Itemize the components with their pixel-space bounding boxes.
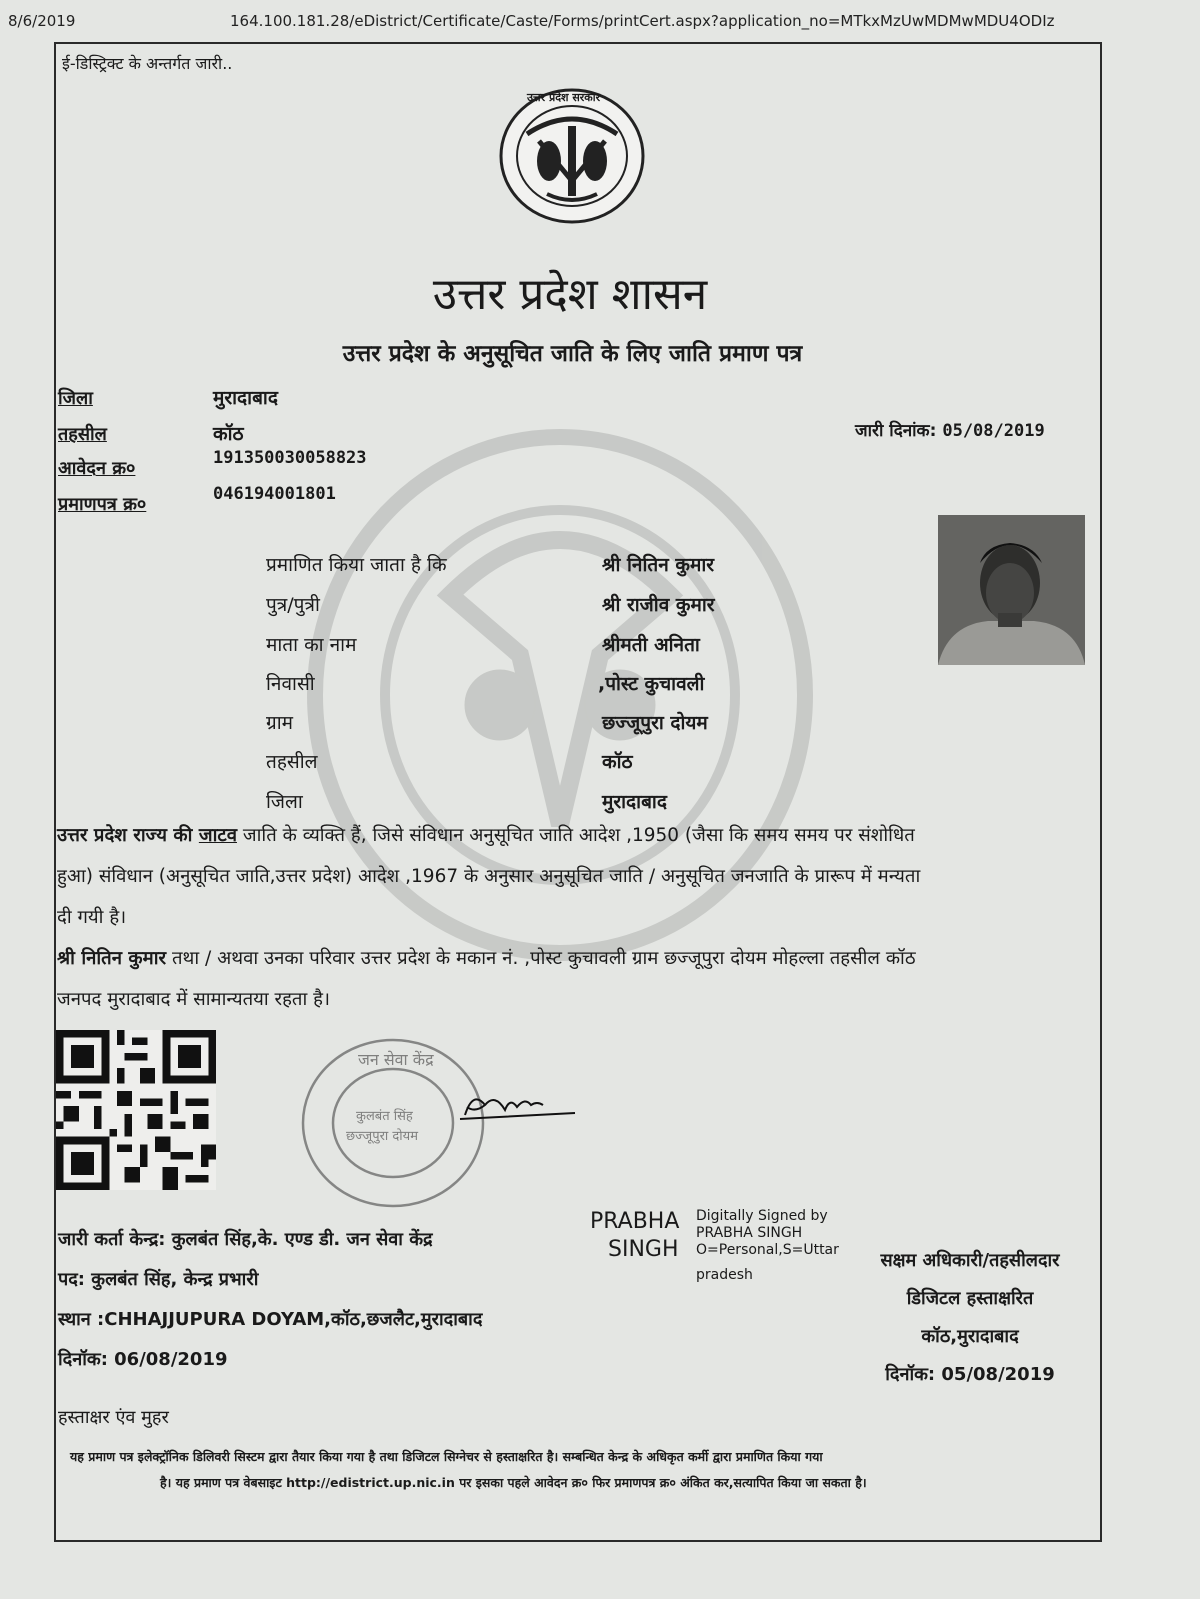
issuer-block xyxy=(58,1220,482,1380)
authority-digital: डिजिटल हस्ताक्षरित xyxy=(906,1288,1034,1309)
body-line xyxy=(57,938,920,979)
detail-value: ,पोस्ट कुचावली xyxy=(598,673,705,695)
digital-signature-details xyxy=(696,1208,839,1284)
signer-full-name: PRABHA SINGH xyxy=(696,1225,803,1241)
signature-seal-label: हस्ताक्षर एंव मुहर xyxy=(58,1407,169,1428)
applicant-photo xyxy=(938,515,1085,665)
detail-label: निवासी xyxy=(266,673,315,695)
detail-label: प्रमाणित किया जाता है कि xyxy=(266,554,447,576)
tehsil-label: तहसील xyxy=(58,424,107,445)
caste-name: जाटव xyxy=(198,825,237,846)
application-number-label: आवेदन क्र० xyxy=(58,458,136,479)
authority-place: कॉठ,मुरादाबाद xyxy=(921,1326,1019,1347)
stamp-inner-text: कुलबंत सिंह xyxy=(356,1109,413,1124)
certificate-number-label: प्रमाणपत्र क्र० xyxy=(58,494,147,515)
detail-value: श्री राजीव कुमार xyxy=(602,594,715,616)
print-date: 8/6/2019 xyxy=(8,12,76,30)
detail-value: छज्जूपुरा दोयम xyxy=(602,712,708,734)
detail-label: माता का नाम xyxy=(266,634,357,656)
signer-last-name: SINGH xyxy=(608,1237,679,1262)
authority-block xyxy=(840,1242,1100,1394)
body-text: तथा / अथवा उनका परिवार उत्तर प्रदेश के मकान नं. ,पोस्ट कुचावली ग्राम छज्जूपुरा दोयम मोहल्ला तहसील कॉठ xyxy=(166,948,916,969)
application-number: 191350030058823 xyxy=(213,448,367,468)
detail-label: तहसील xyxy=(266,751,318,773)
print-url: 164.100.181.28/eDistrict/Certificate/Caste/Forms/printCert.aspx?application_no=MTkxMzUwMDMwMDU4ODIz xyxy=(230,12,1055,30)
detail-value: कॉठ xyxy=(602,751,633,773)
digital-signature-name xyxy=(590,1208,679,1264)
body-text: जाति के व्यक्ति हैं, जिसे संविधान अनुसूचित जाति आदेश ,1950 (जैसा कि समय समय पर संशोधित xyxy=(237,825,915,846)
detail-value: मुरादाबाद xyxy=(602,791,667,813)
signer-first-name: PRABHA xyxy=(590,1209,680,1234)
district-label: जिला xyxy=(58,388,93,409)
detail-label: जिला xyxy=(266,791,303,813)
stamp-outer-text: जन सेवा केंद्र xyxy=(358,1050,434,1069)
body-line: दी गयी है। xyxy=(57,907,127,928)
resident-name: श्री नितिन कुमार xyxy=(57,948,167,969)
body-text: उत्तर प्रदेश राज्य की xyxy=(57,825,199,846)
body-line xyxy=(57,815,920,856)
government-heading: उत्तर प्रदेश शासन xyxy=(432,269,708,320)
issuer-place: स्थान :CHHAJJUPURA DOYAM,कॉठ,छजलैट,मुरादाबाद xyxy=(58,1309,483,1330)
detail-value: श्री नितिन कुमार xyxy=(602,554,715,576)
tehsil-value: कॉठ xyxy=(213,423,244,445)
district-value: मुरादाबाद xyxy=(213,387,278,409)
issuer-post: पद: कुलबंत सिंह, केन्द्र प्रभारी xyxy=(58,1269,259,1290)
detail-label: पुत्र/पुत्री xyxy=(266,594,320,616)
body-line: हुआ) संविधान (अनुसूचित जाति,उत्तर प्रदेश) आदेश ,1967 के अनुसार अनुसूचित जाति / अनुसूचित जनजाति के प्रारूप में मन्यता xyxy=(57,866,921,887)
issued-under-text: ई-डिस्ट्रिक्ट के अन्तर्गत जारी.. xyxy=(62,54,233,73)
issuer-date: दिनॉक: 06/08/2019 xyxy=(58,1349,228,1370)
authority-date: दिनॉक: 05/08/2019 xyxy=(885,1364,1055,1385)
issue-date xyxy=(855,418,1045,441)
detail-label: ग्राम xyxy=(266,712,293,734)
up-emblem-icon xyxy=(497,86,647,226)
certificate-number: 046194001801 xyxy=(213,484,336,504)
authority-title: सक्षम अधिकारी/तहसीलदार xyxy=(880,1250,1060,1271)
body-paragraph xyxy=(57,815,920,1020)
signer-org: O=Personal,S=Uttar xyxy=(696,1242,839,1258)
issue-date-value: 05/08/2019 xyxy=(942,421,1045,441)
detail-value: श्रीमती अनिता xyxy=(602,634,700,656)
stamp-inner-text: छज्जूपुरा दोयम xyxy=(346,1129,418,1144)
certificate-title: उत्तर प्रदेश के अनुसूचित जाति के लिए जाति प्रमाण पत्र xyxy=(342,341,803,367)
footer-note: है। यह प्रमाण पत्र वेबसाइट http://edistrict.up.nic.in पर इसका पहले आवेदन क्र० फिर प्रमाणपत्र क्र० अंकित कर,सत्यापित किया जा सकता है। xyxy=(160,1475,867,1490)
emblem-text: उत्तर प्रदेश सरकार xyxy=(527,91,601,104)
qr-code-icon xyxy=(56,1030,216,1190)
footer-note: यह प्रमाण पत्र इलेक्ट्रॉनिक डिलिवरी सिस्टम द्वारा तैयार किया गया है तथा डिजिटल सिग्नेचर से हस्ताक्षरित है। सम्बन्धित केन्द्र के अधिकृत कर्मी द्वारा प्रमाणित किया गया xyxy=(70,1449,823,1464)
body-line: जनपद मुरादाबाद में सामान्यतया रहता है। xyxy=(57,989,330,1010)
issuer-center: जारी कर्ता केन्द्र: कुलबंत सिंह,के. एण्ड डी. जन सेवा केंद्र xyxy=(58,1229,433,1250)
issue-date-label: जारी दिनांक: xyxy=(855,421,937,441)
signed-by-text: Digitally Signed by xyxy=(696,1208,828,1224)
signer-state: pradesh xyxy=(696,1267,753,1283)
handwritten-signature xyxy=(455,1085,580,1130)
